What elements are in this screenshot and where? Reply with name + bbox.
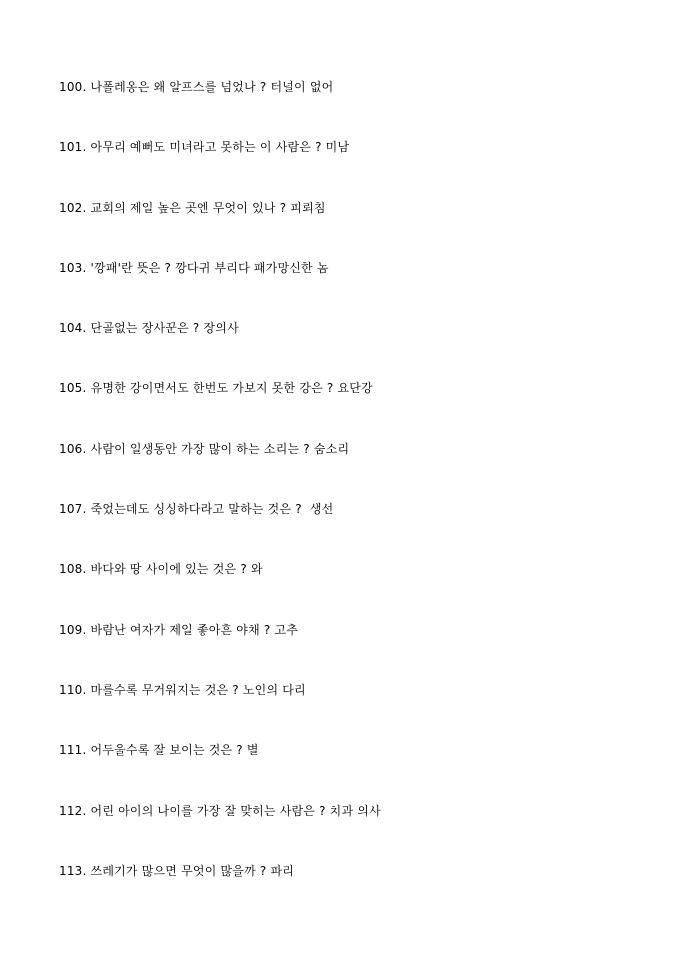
riddle-item-102: 102. 교회의 제일 높은 곳엔 무엇이 있나 ? 피뢰침 xyxy=(59,200,326,215)
riddle-item-109: 109. 바람난 여자가 제일 좋아흔 야채 ? 고추 xyxy=(59,622,299,637)
riddle-item-107: 107. 죽었는데도 싱싱하다라고 말하는 것은 ? 생선 xyxy=(59,502,334,517)
riddle-item-105: 105. 유명한 강이면서도 한번도 가보지 못한 강은 ? 요단강 xyxy=(59,381,373,396)
riddle-item-108: 108. 바다와 땅 사이에 있는 것은 ? 와 xyxy=(59,562,263,577)
riddle-item-112: 112. 어린 아이의 나이를 가장 잘 맞히는 사람은 ? 치과 의사 xyxy=(59,803,381,818)
riddle-item-103: 103. '깡패'란 뜻은 ? 깡다귀 부리다 패가망신한 놈 xyxy=(59,260,329,275)
riddle-item-110: 110. 마를수록 무거워지는 것은 ? 노인의 다리 xyxy=(59,682,306,697)
riddle-item-104: 104. 단골없는 장사꾼은 ? 장의사 xyxy=(59,321,239,336)
riddle-item-111: 111. 어두울수록 잘 보이는 것은 ? 별 xyxy=(59,743,259,758)
riddle-item-106: 106. 사람이 일생동안 가장 많이 하는 소리는 ? 숨소리 xyxy=(59,441,350,456)
riddle-item-101: 101. 아무리 예뻐도 미녀라고 못하는 이 사람은 ? 미남 xyxy=(59,140,350,155)
riddle-item-100: 100. 나폴레옹은 왜 알프스를 넘었나 ? 터널이 없어 xyxy=(59,80,334,94)
riddle-list xyxy=(59,78,659,922)
riddle-item-113: 113. 쓰레기가 많으면 무엇이 많을까 ? 파리 xyxy=(59,863,295,878)
